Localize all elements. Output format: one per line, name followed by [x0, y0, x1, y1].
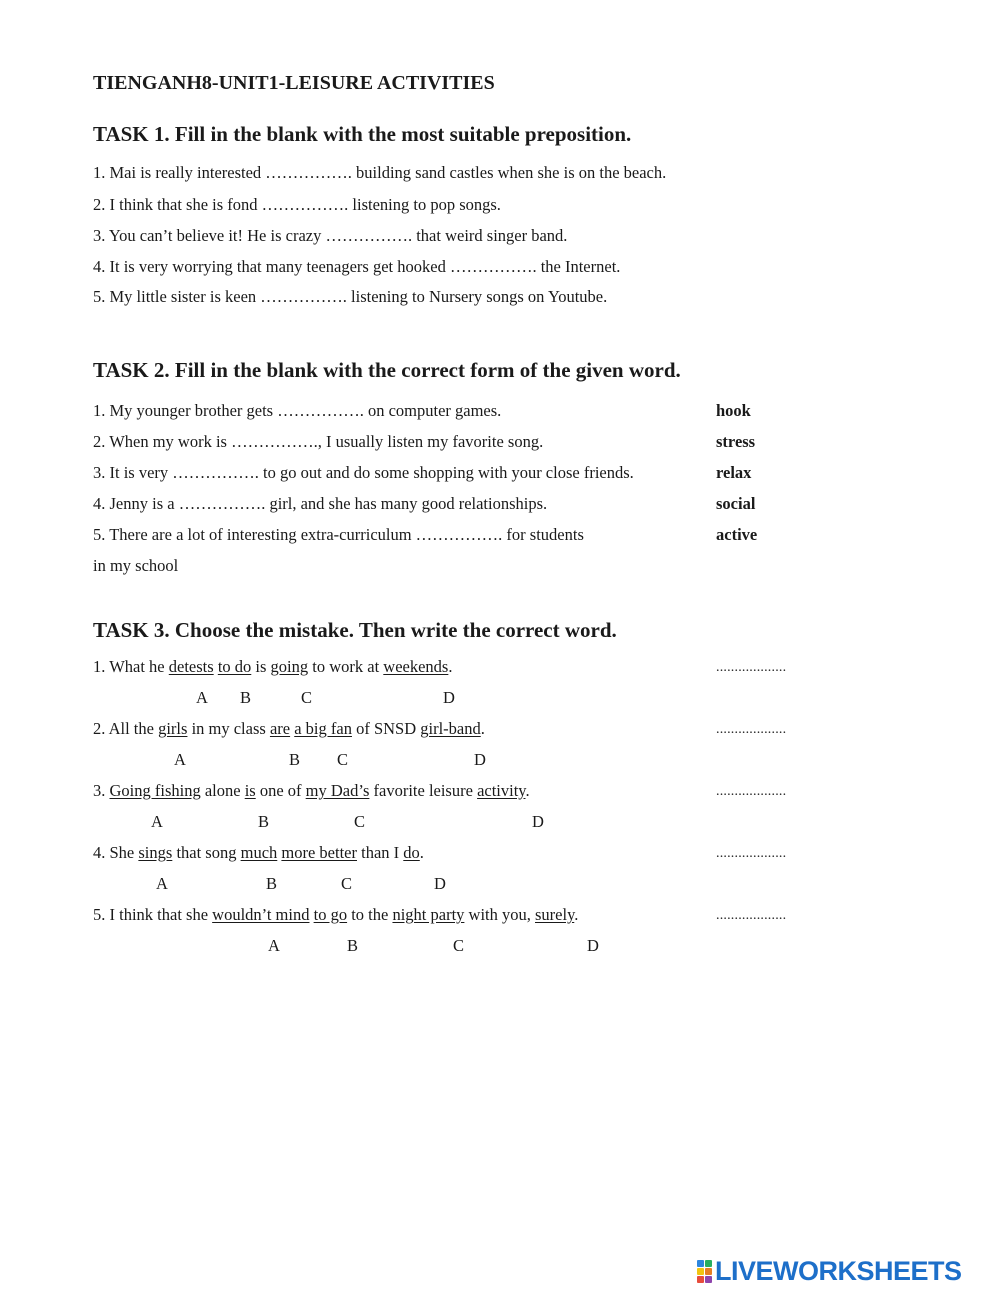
option-d-text: girl-band	[420, 719, 481, 738]
option-a-text: detests	[168, 657, 214, 676]
option-letter-b: B	[289, 750, 301, 769]
task2-given-word-4: social	[716, 494, 756, 513]
task2-item-5-continuation: in my school	[93, 556, 179, 575]
option-letter-a: A	[151, 812, 163, 831]
option-c-text: going	[270, 657, 309, 676]
option-letter-a: A	[196, 688, 208, 707]
logo-square	[705, 1268, 712, 1275]
task2-item-3: 3. It is very ……………. to go out and do some shopping with your close friends.	[93, 463, 634, 482]
option-letter-d: D	[587, 936, 599, 955]
task2-given-word-2: stress	[716, 432, 756, 451]
task2-given-word-3: relax	[716, 463, 752, 482]
task1-item-3: 3. You can’t believe it! He is crazy ……………. that weird singer band.	[93, 226, 568, 245]
option-letter-d: D	[443, 688, 455, 707]
option-letter-b: B	[347, 936, 359, 955]
task1-item-5: 5. My little sister is keen ……………. listening to Nursery songs on Youtube.	[93, 287, 608, 306]
task3-sentence-4: 4. She sings that song much more better than I do.	[93, 843, 424, 862]
task2-item-1: 1. My younger brother gets ……………. on computer games.	[93, 401, 502, 420]
option-a-text: Going fishing	[109, 781, 201, 800]
option-letter-c: C	[453, 936, 465, 955]
option-letter-d: D	[532, 812, 544, 831]
option-b-text: much	[240, 843, 278, 862]
option-c-text: my Dad’s	[305, 781, 370, 800]
task2-heading: TASK 2. Fill in the blank with the correct form of the given word.	[93, 358, 681, 382]
option-letter-b: B	[258, 812, 270, 831]
logo-square	[697, 1260, 704, 1267]
option-letter-b: B	[266, 874, 278, 893]
option-d-text: do	[403, 843, 420, 862]
task1-item-1: 1. Mai is really interested ……………. building sand castles when she is on the beach.	[93, 163, 667, 182]
liveworksheets-logo-icon	[697, 1260, 712, 1283]
task2-item-2: 2. When my work is ……………., I usually listen my favorite song.	[93, 432, 544, 451]
task3-sentence-1: 1. What he detests to do is going to work at weekends.	[93, 657, 453, 676]
option-letter-c: C	[354, 812, 366, 831]
task1-heading: TASK 1. Fill in the blank with the most suitable preposition.	[93, 122, 632, 146]
option-c-text: a big fan	[294, 719, 352, 738]
option-b-text: are	[269, 719, 291, 738]
logo-square	[705, 1276, 712, 1283]
option-letter-d: D	[434, 874, 446, 893]
option-d-text: activity	[477, 781, 526, 800]
option-c-text: night party	[392, 905, 465, 924]
logo-square	[705, 1260, 712, 1267]
task3-sentence-5: 5. I think that she wouldn’t mind to go to the night party with you, surely.	[93, 905, 579, 924]
answer-blank-5[interactable]: ...................	[716, 908, 787, 923]
task3-sentence-3: 3. Going fishing alone is one of my Dad’s favorite leisure activity.	[93, 781, 530, 800]
option-letter-d: D	[474, 750, 486, 769]
option-d-text: surely	[535, 905, 575, 924]
option-letter-c: C	[337, 750, 349, 769]
option-letter-a: A	[268, 936, 280, 955]
task2-given-word-5: active	[716, 525, 758, 544]
liveworksheets-logo[interactable]	[697, 1256, 962, 1286]
answer-blank-4[interactable]: ...................	[716, 846, 787, 861]
answer-blank-1[interactable]: ...................	[716, 660, 787, 675]
option-a-text: sings	[138, 843, 173, 862]
task3-sentence-2: 2. All the girls in my class are a big fan of SNSD girl-band.	[93, 719, 485, 738]
worksheet-title: TIENGANH8-UNIT1-LEISURE ACTIVITIES	[93, 72, 495, 94]
option-b-text: to go	[313, 905, 348, 924]
task1-item-2: 2. I think that she is fond ……………. listening to pop songs.	[93, 195, 501, 214]
option-letter-a: A	[174, 750, 186, 769]
option-b-text: is	[244, 781, 256, 800]
option-a-text: wouldn’t mind	[212, 905, 310, 924]
task2-item-4: 4. Jenny is a ……………. girl, and she has many good relationships.	[93, 494, 548, 513]
option-letter-a: A	[156, 874, 168, 893]
logo-square	[697, 1276, 704, 1283]
task3-heading: TASK 3. Choose the mistake. Then write the correct word.	[93, 618, 617, 642]
task2-item-5: 5. There are a lot of interesting extra-curriculum ……………. for students	[93, 525, 584, 544]
task2-given-word-1: hook	[716, 401, 751, 420]
liveworksheets-logo-text: LIVEWORKSHEETS	[715, 1255, 962, 1286]
option-letter-b: B	[240, 688, 252, 707]
option-d-text: weekends	[383, 657, 449, 676]
answer-blank-2[interactable]: ...................	[716, 722, 787, 737]
option-letter-c: C	[341, 874, 353, 893]
option-letter-c: C	[301, 688, 313, 707]
option-a-text: girls	[158, 719, 188, 738]
option-b-text: to do	[217, 657, 252, 676]
logo-square	[697, 1268, 704, 1275]
option-c-text: more better	[281, 843, 357, 862]
task1-item-4: 4. It is very worrying that many teenagers get hooked ……………. the Internet.	[93, 257, 621, 276]
answer-blank-3[interactable]: ...................	[716, 784, 787, 799]
